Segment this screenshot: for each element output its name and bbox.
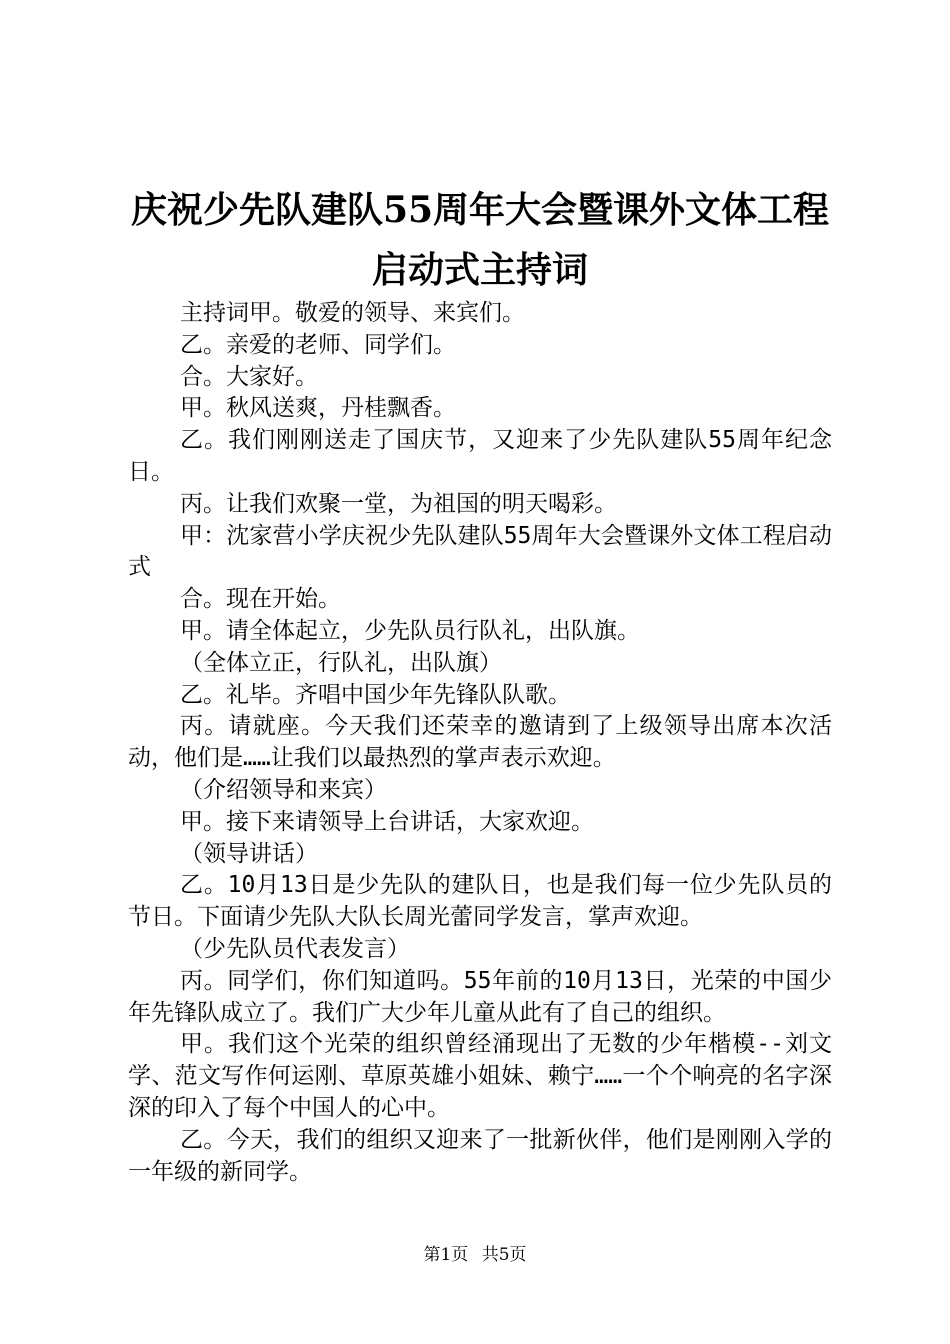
paragraph: 甲：沈家营小学庆祝少先队建队55周年大会暨课外文体工程启动式 xyxy=(128,522,832,581)
paragraph: 合。大家好。 xyxy=(180,363,318,390)
document-title-line-2: 启动式主持词 xyxy=(371,249,588,291)
paragraph: 乙。亲爱的老师、同学们。 xyxy=(180,331,456,358)
paragraph: 乙。10月13日是少先队的建队日，也是我们每一位少先队员的节日。下面请少先队大队长周光蕾同学发言，掌声欢迎。 xyxy=(128,872,832,931)
paragraph: 主持词甲。敬爱的领导、来宾们。 xyxy=(180,300,525,326)
paragraph: 甲。我们这个光荣的组织曾经涌现出了无数的少年楷模--刘文学、范文写作何运刚、草原英雄小姐妹、赖宁……一个个响亮的名字深深的印入了每个中国人的心中。 xyxy=(128,1031,832,1121)
paragraph: 乙。今天，我们的组织又迎来了一批新伙伴，他们是刚刚入学的一年级的新同学。 xyxy=(128,1126,832,1185)
paragraph: （少先队员代表发言） xyxy=(180,935,410,962)
page-footer xyxy=(0,1243,950,1267)
paragraph: 丙。请就座。今天我们还荣幸的邀请到了上级领导出席本次活动，他们是……让我们以最热烈的掌声表示欢迎。 xyxy=(128,713,832,772)
page-total: 共5页 xyxy=(481,1245,527,1265)
document-body xyxy=(128,298,832,1188)
paragraph: 甲。接下来请领导上台讲话，大家欢迎。 xyxy=(180,808,594,835)
paragraph: 丙。同学们，你们知道吗。55年前的10月13日，光荣的中国少年先锋队成立了。我们广大少年儿童从此有了自己的组织。 xyxy=(128,967,832,1026)
paragraph: 丙。让我们欢聚一堂，为祖国的明天喝彩。 xyxy=(180,490,617,517)
paragraph: （介绍领导和来宾） xyxy=(180,776,387,803)
paragraph: 乙。礼毕。齐唱中国少年先锋队队歌。 xyxy=(180,681,571,708)
page-number: 第1页 xyxy=(423,1245,469,1265)
paragraph: 甲。请全体起立，少先队员行队礼，出队旗。 xyxy=(180,617,640,644)
paragraph: （全体立正，行队礼，出队旗） xyxy=(180,649,502,676)
paragraph: 甲。秋风送爽，丹桂飘香。 xyxy=(180,395,456,422)
paragraph: （领导讲话） xyxy=(180,840,318,867)
paragraph: 乙。我们刚刚送走了国庆节，又迎来了少先队建队55周年纪念日。 xyxy=(128,427,832,485)
document-title-line-1: 庆祝少先队建队55周年大会暨课外文体工程 xyxy=(130,189,830,231)
paragraph: 合。现在开始。 xyxy=(180,586,341,613)
